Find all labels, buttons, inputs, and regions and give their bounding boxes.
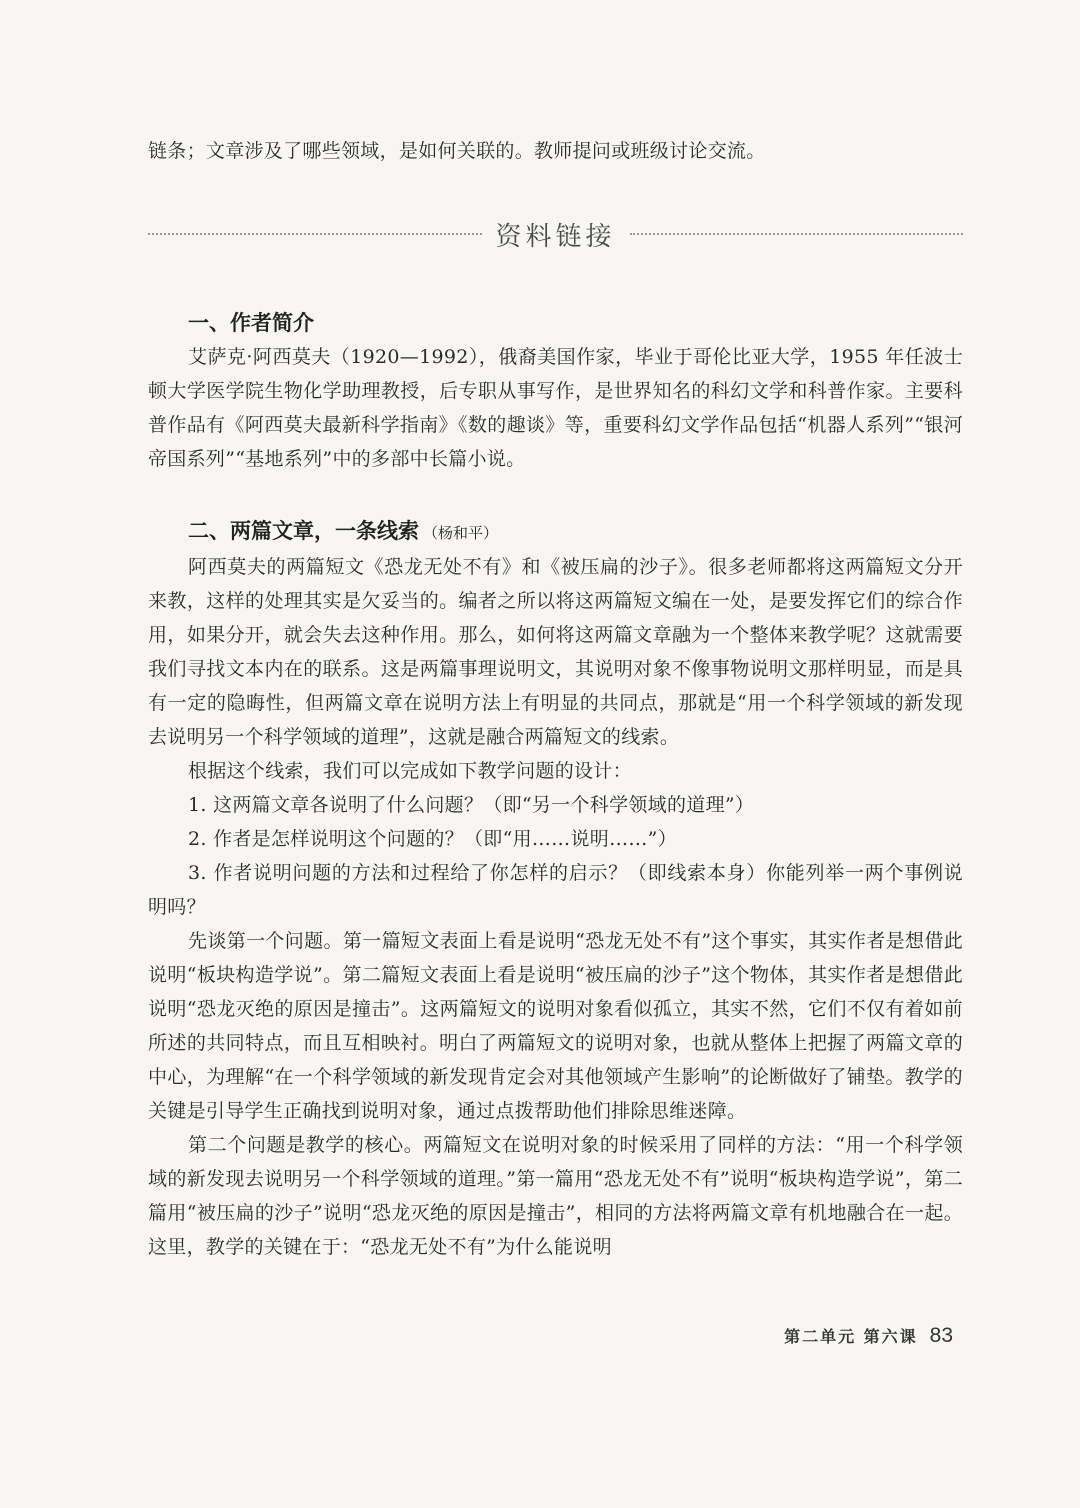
top-line-text: 链条；文章涉及了哪些领域，是如何关联的。教师提问或班级讨论交流。	[148, 140, 766, 162]
author-intro-section	[148, 306, 963, 476]
question-2: 2. 作者是怎样说明这个问题的？（即“用……说明……”）	[188, 828, 677, 850]
dotted-rule-right	[630, 233, 964, 235]
section-title: 资料链接	[495, 221, 616, 252]
two-articles-section	[148, 514, 963, 1264]
page	[148, 0, 963, 1508]
paragraph-1: 阿西莫夫的两篇短文《恐龙无处不有》和《被压扁的沙子》。很多老师都将这两篇短文分开来教，这样的处理其实是欠妥当的。编者之所以将这两篇短文编在一处，是要发挥它们的综合作用，如果分开，就会失去这种作用。那么，如何将这两篇文章融为一个整体来教学呢？这就需要我们寻找文本内在的联系。这是两篇事理说明文，其说明对象不像事物说明文那样明显，而是具有一定的隐晦性，但两篇文章在说明方法上有明显的共同点，那就是“用一个科学领域的新发现去说明另一个科学领域的道理”，这就是融合两篇短文的线索。	[148, 556, 963, 748]
question-3: 3. 作者说明问题的方法和过程给了你怎样的启示？（即线索本身）你能列举一两个事例说明吗？	[148, 862, 963, 918]
question-1: 1. 这两篇文章各说明了什么问题？（即“另一个科学领域的道理”）	[188, 794, 755, 816]
author-intro-heading: 一、作者简介	[188, 311, 314, 335]
section-header	[148, 214, 963, 254]
dotted-rule-left	[148, 233, 482, 235]
page-footer	[784, 1324, 953, 1348]
paragraph-3: 先谈第一个问题。第一篇短文表面上看是说明“恐龙无处不有”这个事实，其实作者是想借此说明“板块构造学说”。第二篇短文表面上看是说明“被压扁的沙子”这个物体，其实作者是想借此说明“恐龙灭绝的原因是撞击”。这两篇短文的说明对象看似孤立，其实不然，它们不仅有着如前所述的共同特点，而且互相映衬。明白了两篇短文的说明对象，也就从整体上把握了两篇文章的中心，为理解“在一个科学领域的新发现肯定会对其他领域产生影响”的论断做好了铺垫。教学的关键是引导学生正确找到说明对象，通过点拨帮助他们排除思维迷障。	[148, 930, 963, 1122]
author-intro-paragraph: 艾萨克·阿西莫夫（1920—1992），俄裔美国作家，毕业于哥伦比亚大学，1955 年任波士顿大学医学院生物化学助理教授，后专职从事写作，是世界知名的科幻文学和科普作家。主要科普作品有《阿西莫夫最新科学指南》《数的趣谈》等，重要科幻文学作品包括“机器人系列”“银河帝国系列”“基地系列”中的多部中长篇小说。	[148, 346, 963, 470]
two-articles-heading-text: 二、两篇文章，一条线索	[188, 519, 419, 543]
page-number: 83	[929, 1324, 953, 1347]
paragraph-4: 第二个问题是教学的核心。两篇短文在说明对象的时候采用了同样的方法：“用一个科学领域的新发现去说明另一个科学领域的道理。”第一篇用“恐龙无处不有”说明“板块构造学说”，第二篇用“被压扁的沙子”说明“恐龙灭绝的原因是撞击”，相同的方法将两篇文章有机地融合在一起。这里，教学的关键在于：“恐龙无处不有”为什么能说明	[148, 1134, 963, 1258]
two-articles-heading	[148, 514, 963, 550]
footer-unit-label: 第二单元 第六课	[784, 1327, 918, 1346]
paragraph-2: 根据这个线索，我们可以完成如下教学问题的设计：	[188, 760, 632, 782]
two-articles-author: （杨和平）	[423, 524, 499, 542]
